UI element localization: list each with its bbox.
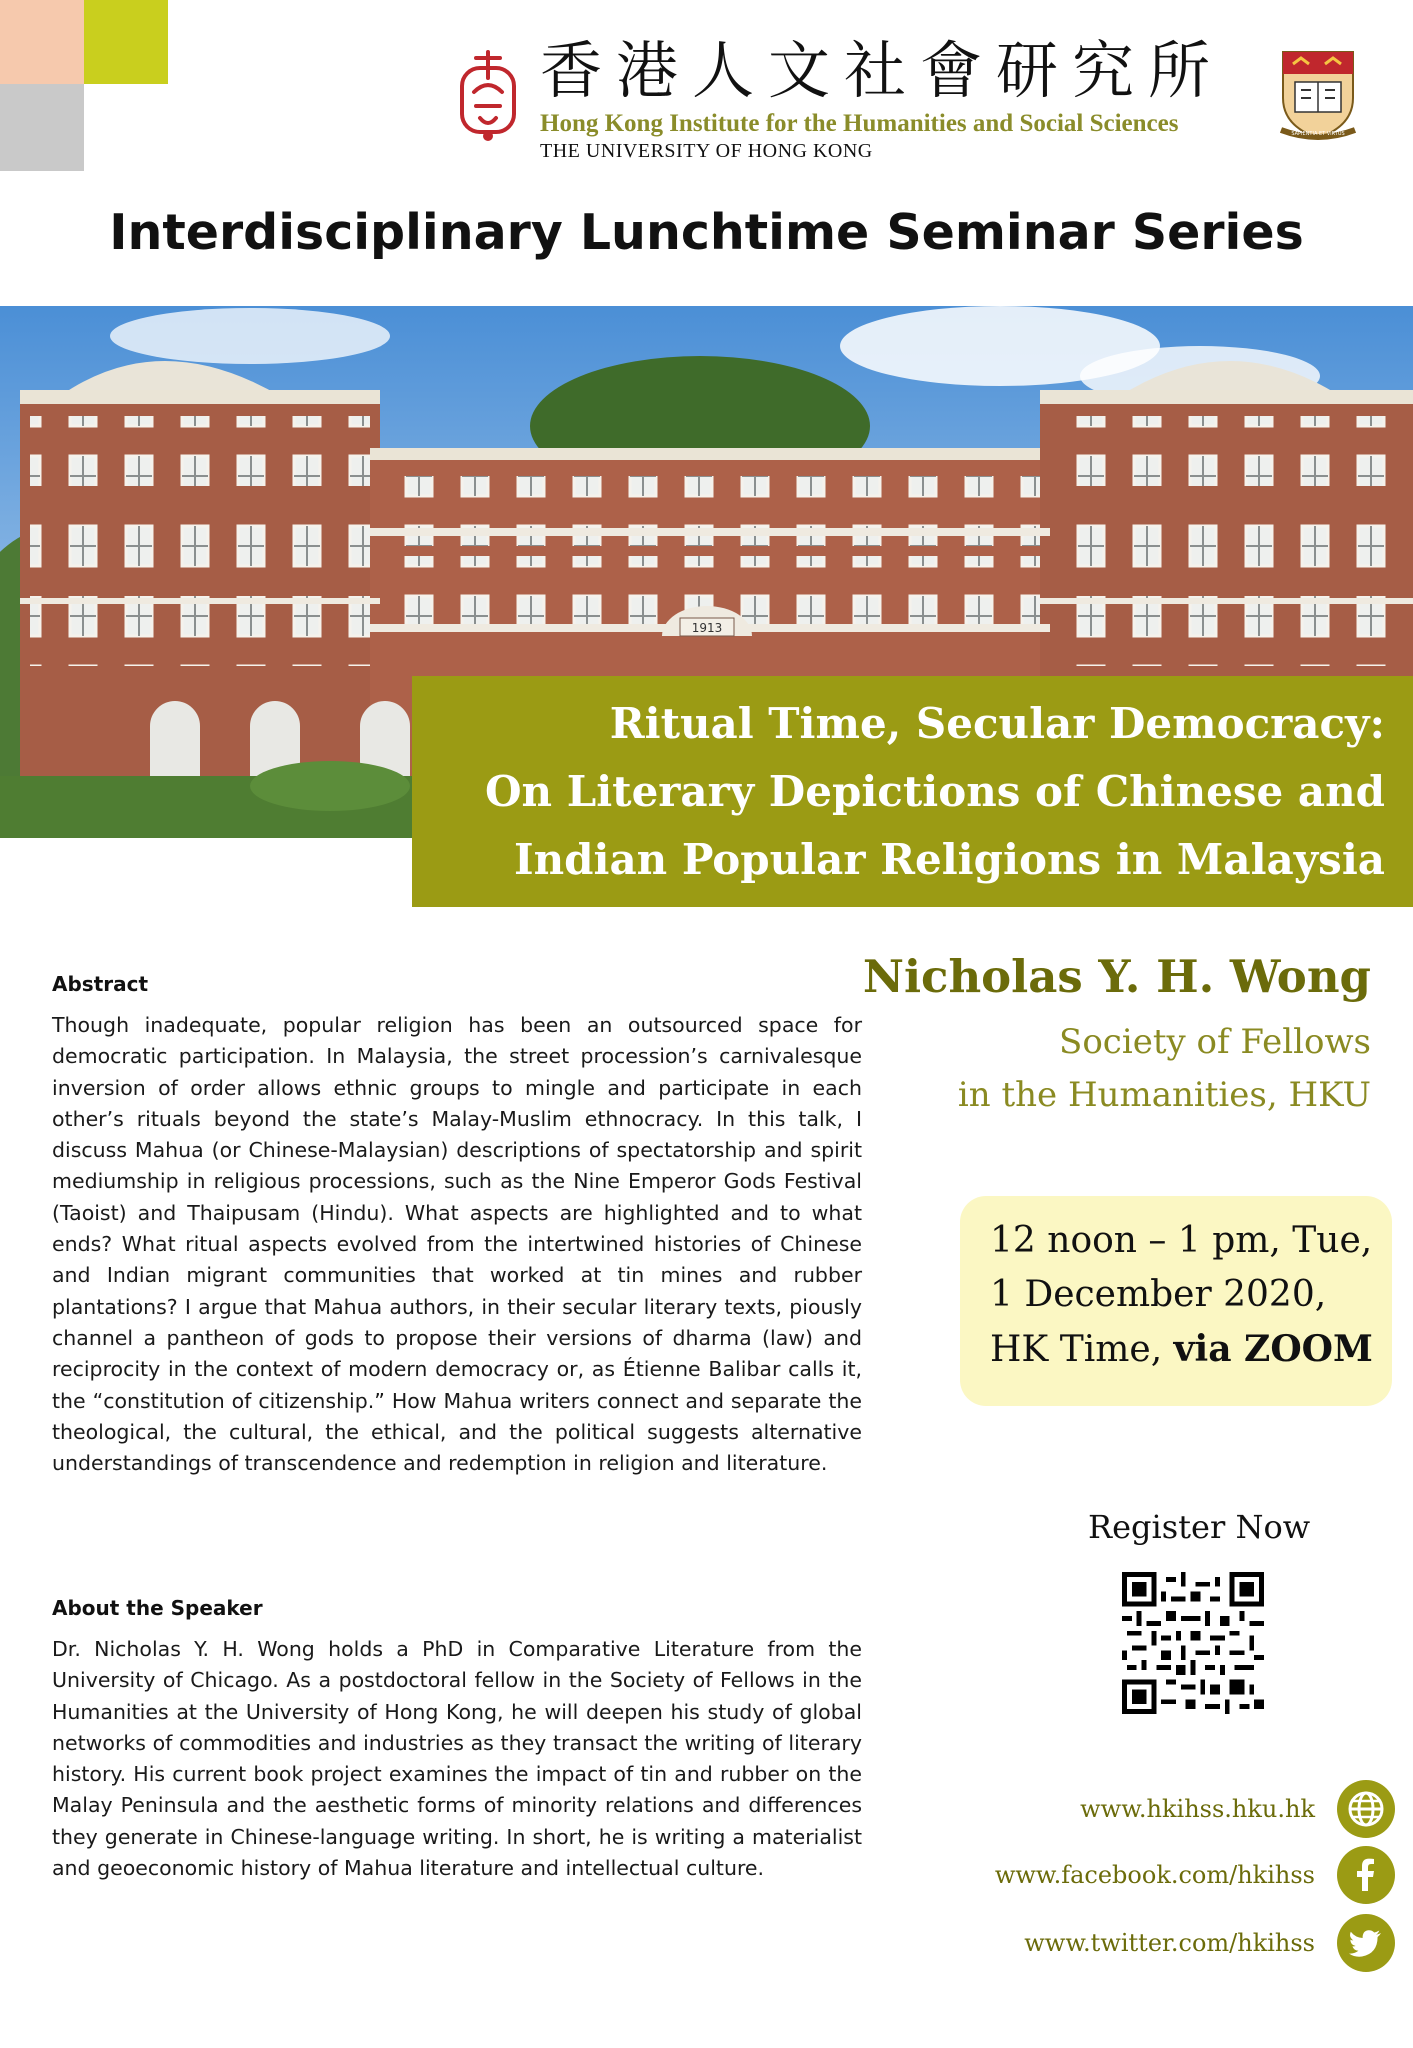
website-link-row[interactable]: [1080, 1780, 1395, 1838]
corner-square-lime: [84, 0, 168, 84]
event-time-line-1: 12 noon – 1 pm, Tue,: [990, 1220, 1373, 1261]
facebook-link[interactable]: www.facebook.com/hkihss: [994, 1861, 1315, 1889]
university-name: THE UNIVERSITY OF HONG KONG: [540, 140, 873, 162]
institute-chinese-name: 香港人文社會研究所: [540, 34, 1225, 107]
speaker-name: Nicholas Y. H. Wong: [862, 950, 1371, 1003]
speaker-affiliation-line-2: in the Humanities, HKU: [957, 1075, 1371, 1115]
talk-title-line-2: On Literary Depictions of Chinese and: [484, 767, 1385, 816]
about-speaker-text: Dr. Nicholas Y. H. Wong holds a PhD in Comparative Literature from the University of Chicago. As a postdoctoral fellow in the Society of Fellows in the Humanities at the University of Hong Kong, he will deepen his study of global networks of commodities and industries as they transact the writing of literary history. His current book project examines the impact of tin and rubber on the Malay Peninsula and the aesthetic forms of minority relations and differences they generate in Chinese-language writing. In short, he is writing a materialist and geoeconomic history of Mahua literature and intellectual culture.: [52, 1637, 862, 1881]
talk-title-line-1: Ritual Time, Secular Democracy:: [609, 699, 1385, 748]
website-link[interactable]: www.hkihss.hku.hk: [1080, 1795, 1315, 1823]
twitter-link[interactable]: www.twitter.com/hkihss: [1024, 1929, 1315, 1957]
facebook-link-row[interactable]: [995, 1846, 1395, 1904]
crest-motto: SAPIENTIA ET VIRTUS: [1291, 131, 1345, 137]
event-time-box: [960, 1196, 1392, 1406]
event-venue-line: [990, 1322, 1392, 1377]
twitter-icon[interactable]: [1337, 1914, 1395, 1972]
event-platform: via ZOOM: [1173, 1328, 1373, 1370]
speaker-affiliation: [958, 1016, 1371, 1122]
seminar-series-title: Interdisciplinary Lunchtime Seminar Series: [109, 204, 1304, 261]
corner-square-grey: [0, 84, 84, 171]
registration-qr-code[interactable]: [1122, 1572, 1264, 1714]
talk-title-line-3: Indian Popular Religions in Malaysia: [513, 835, 1385, 884]
facebook-icon[interactable]: [1337, 1846, 1395, 1904]
event-date-line: 1 December 2020,: [990, 1274, 1327, 1315]
institute-seal-logo: [456, 48, 520, 144]
hku-crest-logo: [1277, 46, 1359, 142]
about-speaker-heading: About the Speaker: [52, 1596, 263, 1620]
about-speaker-section: [52, 1596, 862, 1884]
speaker-affiliation-line-1: Society of Fellows: [1059, 1022, 1371, 1062]
globe-icon[interactable]: [1337, 1780, 1395, 1838]
abstract-heading: Abstract: [52, 972, 149, 996]
abstract-section: [52, 972, 862, 1479]
corner-square-peach: [0, 0, 84, 84]
building-year: 1913: [691, 621, 723, 635]
abstract-text: Though inadequate, popular religion has been an outsourced space for democratic participation. In Malaysia, the street procession’s carnivalesque inversion of order allows ethnic groups to mingle and participate in each other’s rituals beyond the state’s Malay-Muslim ethnocracy. In this talk, I discuss Mahua (or Chinese-Malaysian) descriptions of spectatorship and spirit mediumship in religious processions, such as the Nine Emperor Gods Festival (Taoist) and Thaipusam (Hindu). What aspects are highlighted and to what ends? What ritual aspects evolved from the intertwined histories of Chinese and Indian migrant communities that worked at tin mines and rubber plantations? I argue that Mahua authors, in their secular literary texts, piously channel a pantheon of gods to propose their versions of dharma (law) and reciprocity in the context of modern democracy or, as Étienne Balibar calls it, the “constitution of citizenship.” How Mahua writers connect and separate the theological, the cultural, the ethical, and the political suggests alternative understandings of transcendence and redemption in religion and literature.: [52, 1013, 862, 1476]
register-now-label: Register Now: [1088, 1508, 1311, 1546]
talk-title-banner: [412, 676, 1413, 907]
institute-english-name: Hong Kong Institute for the Humanities and Social Sciences: [540, 110, 1179, 137]
twitter-link-row[interactable]: [1024, 1914, 1395, 1972]
event-timezone: HK Time,: [990, 1329, 1174, 1370]
